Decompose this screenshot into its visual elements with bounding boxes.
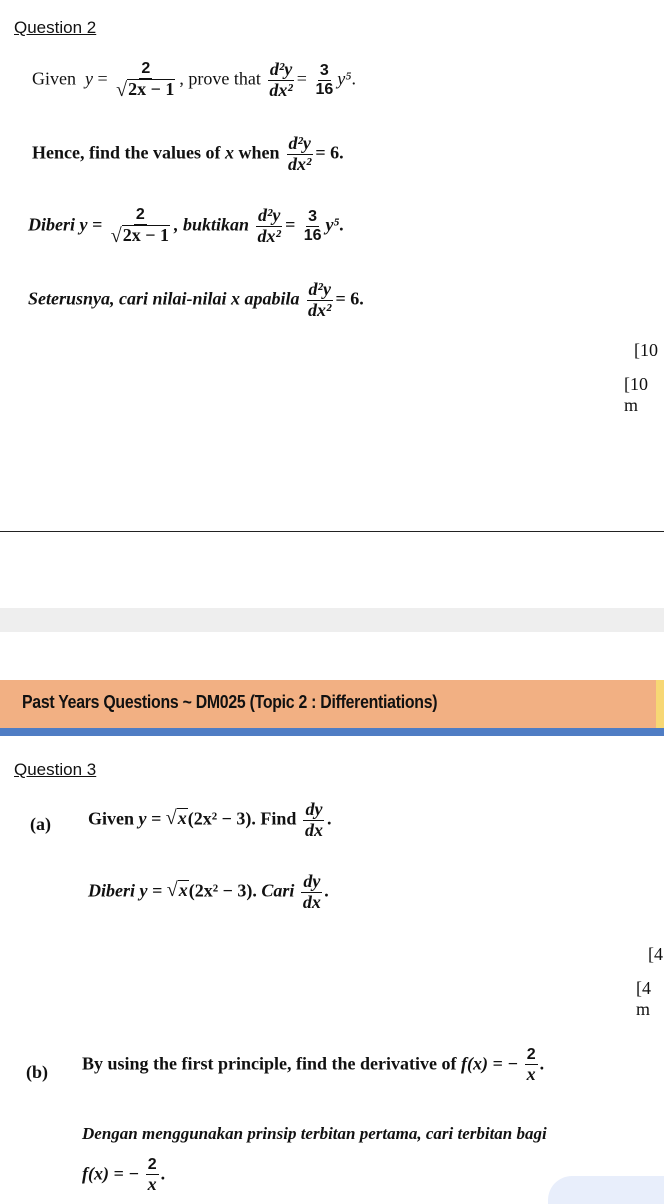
part-b-label: (b) <box>26 1062 48 1082</box>
fraction-2-over-sqrt: 2 √ 2x − 1 <box>116 60 175 101</box>
q3b-malay-line: Dengan menggunakan prinsip terbitan pertama, cari terbitan bagi <box>82 1124 547 1143</box>
q2-given-line: Given y = 2 √ 2x − 1 , prove that $\frac{\text{d²y}}{\text{dx²}}$ = $\frac{3}{16}$ y⁵. <box>32 59 356 101</box>
second-derivative-fraction: $\frac{\text{d²y}}{\text{dx²}}$ <box>269 59 293 100</box>
question-2-heading: Question 2 <box>14 18 97 37</box>
fraction-3-over-16: $\frac{3}{16}$ <box>315 62 334 98</box>
page-gap <box>0 608 664 632</box>
q3b-line: By using the first principle, find the derivative of f(x) = − $\frac{2}{x}$ . <box>82 1046 545 1084</box>
floating-button-edge[interactable] <box>548 1176 664 1204</box>
q3a-mark-2: [4 m <box>636 978 651 1019</box>
banner-underline <box>0 728 664 736</box>
part-a-label: (a) <box>30 814 51 834</box>
q3b-malay-function: f(x) = − $\frac{2}{x}$ . <box>82 1156 166 1194</box>
q2-mark-1: [10 <box>634 340 658 360</box>
q3a-mark-1: [4 <box>648 944 663 964</box>
q3a-diberi-line: Diberi y = √ x (2x² − 3). Cari $\frac{dy}{dx}$ . <box>88 871 330 912</box>
q2-hence-line: Hence, find the values of x when $\frac{\text{d²y}}{\text{dx²}}$ = 6. <box>32 133 344 174</box>
q3a-given-line: Given y = √ x (2x² − 3). Find $\frac{dy}{dx}$ . <box>88 799 332 840</box>
banner-accent <box>656 680 664 728</box>
question-3-heading: Question 3 <box>14 760 97 779</box>
banner-title: Past Years Questions ~ DM025 (Topic 2 : Differentiations) <box>22 692 438 712</box>
given-label: Given <box>32 68 76 89</box>
page-divider <box>0 531 664 532</box>
q2-seterusnya-line: Seterusnya, cari nilai-nilai x apabila $\frac{\text{d²y}}{\text{dx²}}$ = 6. <box>28 279 364 320</box>
q2-mark-2: [10 m <box>624 374 648 415</box>
q2-diberi-line: Diberi y = 2 √ 2x − 1 , buktikan $\frac{\text{d²y}}{\text{dx²}}$ = $\frac{3}{16}$ y⁵. <box>28 205 345 247</box>
